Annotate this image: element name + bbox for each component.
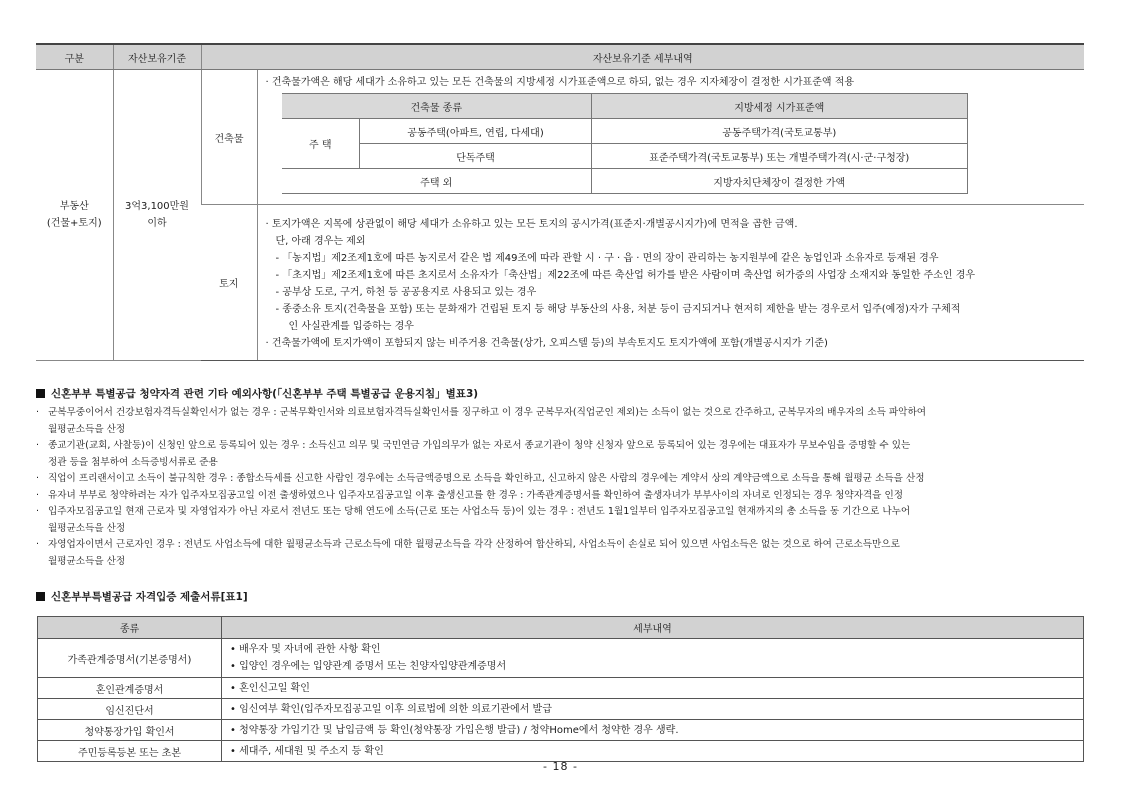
note-line: 정관 등을 첨부하여 소득증빙서류로 준용 (48, 456, 218, 468)
header-detail: 자산보유기준 세부내역 (201, 44, 1084, 70)
doc-row (38, 678, 1084, 699)
housing-label: 주 택 (282, 119, 360, 169)
land-line: 인 사실관계를 입증하는 경우 (288, 321, 414, 332)
land-line: 단, 아래 경우는 제외 (275, 236, 366, 247)
threshold-line-1: 3억3,100만원 (125, 201, 189, 212)
inner-value: 지방자치단체장이 결정한 가액 (592, 169, 967, 194)
inner-type: 공동주택(아파트, 연립, 다세대) (360, 119, 592, 144)
header-category: 구분 (36, 44, 113, 70)
note-line: 자영업자이면서 근로자인 경우 : 전년도 사업소득에 대한 월평균소득과 근로소득에 대한 월평균소득을 각각 산정하여 합산하되, 사업소득이 손실로 되어 있으면 사업소득은 없는 것으로 하여 근로소득만으로 (48, 539, 900, 550)
inner-value: 표준주택가격(국토교통부) 또는 개별주택가격(시·군·구청장) (592, 144, 967, 169)
threshold-cell (113, 70, 201, 361)
doc-header-detail: 세부내역 (222, 617, 1084, 639)
note-line: 유자녀 부부로 청약하려는 자가 입주자모집공고일 이전 출생하였으나 입주자모집공고일 이후 출생신고를 한 경우 : 가족관계증명서를 확인하여 출생자녀가 부부사이의 자녀로 인정되는 경우 청약자격을 인정 (48, 489, 904, 501)
category-line-1: 부동산 (59, 201, 89, 212)
asset-criteria-table (36, 43, 1084, 361)
note-line: 입주자모집공고일 현재 근로자 및 자영업자가 아닌 자로서 전년도 또는 당해 연도에 소득(근로 또는 사업소득 등)이 있는 경우 : 전년도 1월1일부터 입주자모집공고일 현재까지의 총 소득을 동 기간으로 나누어 (48, 506, 911, 517)
land-line: - 「초지법」제2조제1호에 따른 초지로서 소유자가「축산법」제22조에 따른 축산업 허가를 받은 사람이며 축산업 허가증의 사업장 소재지와 동일한 주소인 경우 (275, 270, 976, 281)
docs-title-text: 신혼부부특별공급 자격입증 제출서류[표1] (51, 591, 248, 603)
land-line: - 「농지법」제2조제1호에 따른 농지로서 같은 법 제49조에 따라 관할 시 · 구 · 읍 · 면의 장이 관리하는 농지원부에 같은 농업인과 소유자로 등재된 경우 (275, 253, 939, 264)
doc-detail-line: • 혼인신고일 확인 (222, 678, 1084, 699)
category-cell (36, 70, 113, 361)
doc-detail-line: • 입양인 경우에는 입양관계 증명서 또는 친양자입양관계증명서 (230, 661, 507, 672)
doc-header-row (38, 617, 1084, 639)
inner-type: 주택 외 (282, 169, 592, 194)
inner-value: 공동주택가격(국토교통부) (592, 119, 967, 144)
doc-label: 임신진단서 (38, 699, 222, 720)
note-line: 종교기관(교회, 사찰등)이 신청인 앞으로 등록되어 있는 경우 : 소득신고 의무 및 국민연금 가입의무가 없는 자로서 종교기관이 청약 신청자 앞으로 등록되어 있는 경우에는 대표자가 무보수임을 증명할 수 있는 (48, 440, 911, 451)
land-label: 토지 (201, 205, 257, 361)
doc-detail-line: • 세대주, 세대원 및 주소지 등 확인 (222, 741, 1084, 762)
land-line: · 토지가액은 지목에 상관없이 해당 세대가 소유하고 있는 모든 토지의 공시가격(표준지·개별공시지가)에 면적을 곱한 금액. (265, 219, 798, 230)
note-item (36, 537, 1096, 570)
building-detail (257, 70, 1084, 205)
inner-row (282, 119, 968, 144)
category-line-2: (건물+토지) (46, 218, 102, 229)
doc-header-type: 종류 (38, 617, 222, 639)
note-item (36, 504, 1096, 537)
doc-row (38, 741, 1084, 762)
docs-section-title (36, 589, 248, 604)
doc-label: 주민등록등본 또는 초본 (38, 741, 222, 762)
land-line: - 종중소유 토지(건축물을 포함) 또는 문화재가 건립된 토지 등 해당 부동산의 사용, 처분 등이 금지되거나 현저히 제한을 받는 경우로서 입주(예정)자가 구체적 (275, 304, 961, 315)
page-number: - 18 - (543, 760, 578, 773)
dot-bullet-icon: · (36, 440, 40, 451)
note-item (36, 488, 1096, 505)
inner-row (282, 169, 968, 194)
note-line: 직업이 프리랜서이고 소득이 불규칙한 경우 : 종합소득세를 신고한 사람인 경우에는 소득금액증명으로 소득을 확인하고, 신고하지 않은 사람의 경우에는 계약서 상의 계약금액으로 소득을 통해 월평균 소득을 산정 (48, 473, 925, 484)
note-item (36, 405, 1096, 438)
threshold-line-2: 이하 (147, 218, 167, 229)
note-line: 월평균소득을 산정 (48, 522, 126, 534)
dot-bullet-icon: · (36, 506, 40, 517)
notes-title-text: 신혼부부 특별공급 청약자격 관련 기타 예외사항(「신혼부부 주택 특별공급 운용지침」별표3) (51, 388, 479, 400)
land-line: · 건축물가액에 토지가액이 포함되지 않는 비주거용 건축물(상가, 오피스텔 등)의 부속토지도 토지가액에 포함(개별공시지가 기준) (265, 338, 828, 349)
doc-row (38, 639, 1084, 678)
notes-list (36, 405, 1096, 570)
doc-detail-line: • 청약통장 가입기간 및 납입금액 등 확인(청약통장 가입은행 발급) / 청약Home에서 청약한 경우 생략. (222, 720, 1084, 741)
building-label: 건축물 (201, 70, 257, 205)
doc-label: 혼인관계증명서 (38, 678, 222, 699)
inner-header-price: 지방세정 시가표준액 (592, 94, 967, 119)
doc-detail-line: • 배우자 및 자녀에 관한 사항 확인 (230, 644, 381, 655)
dot-bullet-icon: · (36, 473, 40, 484)
doc-details (222, 639, 1084, 678)
notes-section-title (36, 386, 478, 401)
dot-bullet-icon: · (36, 407, 40, 418)
note-line: 월평균소득을 산정 (48, 423, 126, 435)
building-row (36, 70, 1084, 205)
note-line: 군복무중이어서 건강보험자격득실확인서가 없는 경우 : 군복무확인서와 의료보험자격득실확인서를 징구하고 이 경우 군복무자(직업군인 제외)는 소득이 없는 것으로 간주하고, 군복무자의 배우자의 소득 파악하여 (48, 407, 926, 418)
inner-header-type: 건축물 종류 (282, 94, 592, 119)
inner-type: 단독주택 (360, 144, 592, 169)
asset-table-header-row (36, 44, 1084, 70)
land-detail (257, 205, 1084, 361)
doc-row (38, 720, 1084, 741)
doc-row (38, 699, 1084, 720)
note-item (36, 438, 1096, 471)
dot-bullet-icon: · (36, 539, 40, 550)
note-line: 월평균소득을 산정 (48, 555, 126, 567)
note-item (36, 471, 1096, 488)
header-threshold: 자산보유기준 (113, 44, 201, 70)
land-line: - 공부상 도로, 구거, 하천 등 공공용지로 사용되고 있는 경우 (275, 287, 537, 298)
doc-detail-line: • 임신여부 확인(입주자모집공고일 이후 의료법에 의한 의료기관에서 발급 (222, 699, 1084, 720)
building-price-table (282, 93, 968, 194)
dot-bullet-icon: · (36, 489, 40, 501)
inner-row (282, 144, 968, 169)
square-bullet-icon (36, 592, 45, 601)
doc-label: 가족관계증명서(기본증명서) (38, 639, 222, 678)
doc-label: 청약통장가입 확인서 (38, 720, 222, 741)
inner-header-row (282, 94, 968, 119)
required-documents-table (37, 616, 1084, 762)
square-bullet-icon (36, 389, 45, 398)
building-intro: · 건축물가액은 해당 세대가 소유하고 있는 모든 건축물의 지방세정 시가표준액으로 하되, 없는 경우 지자체장이 결정한 시가표준액 적용 (265, 77, 855, 88)
